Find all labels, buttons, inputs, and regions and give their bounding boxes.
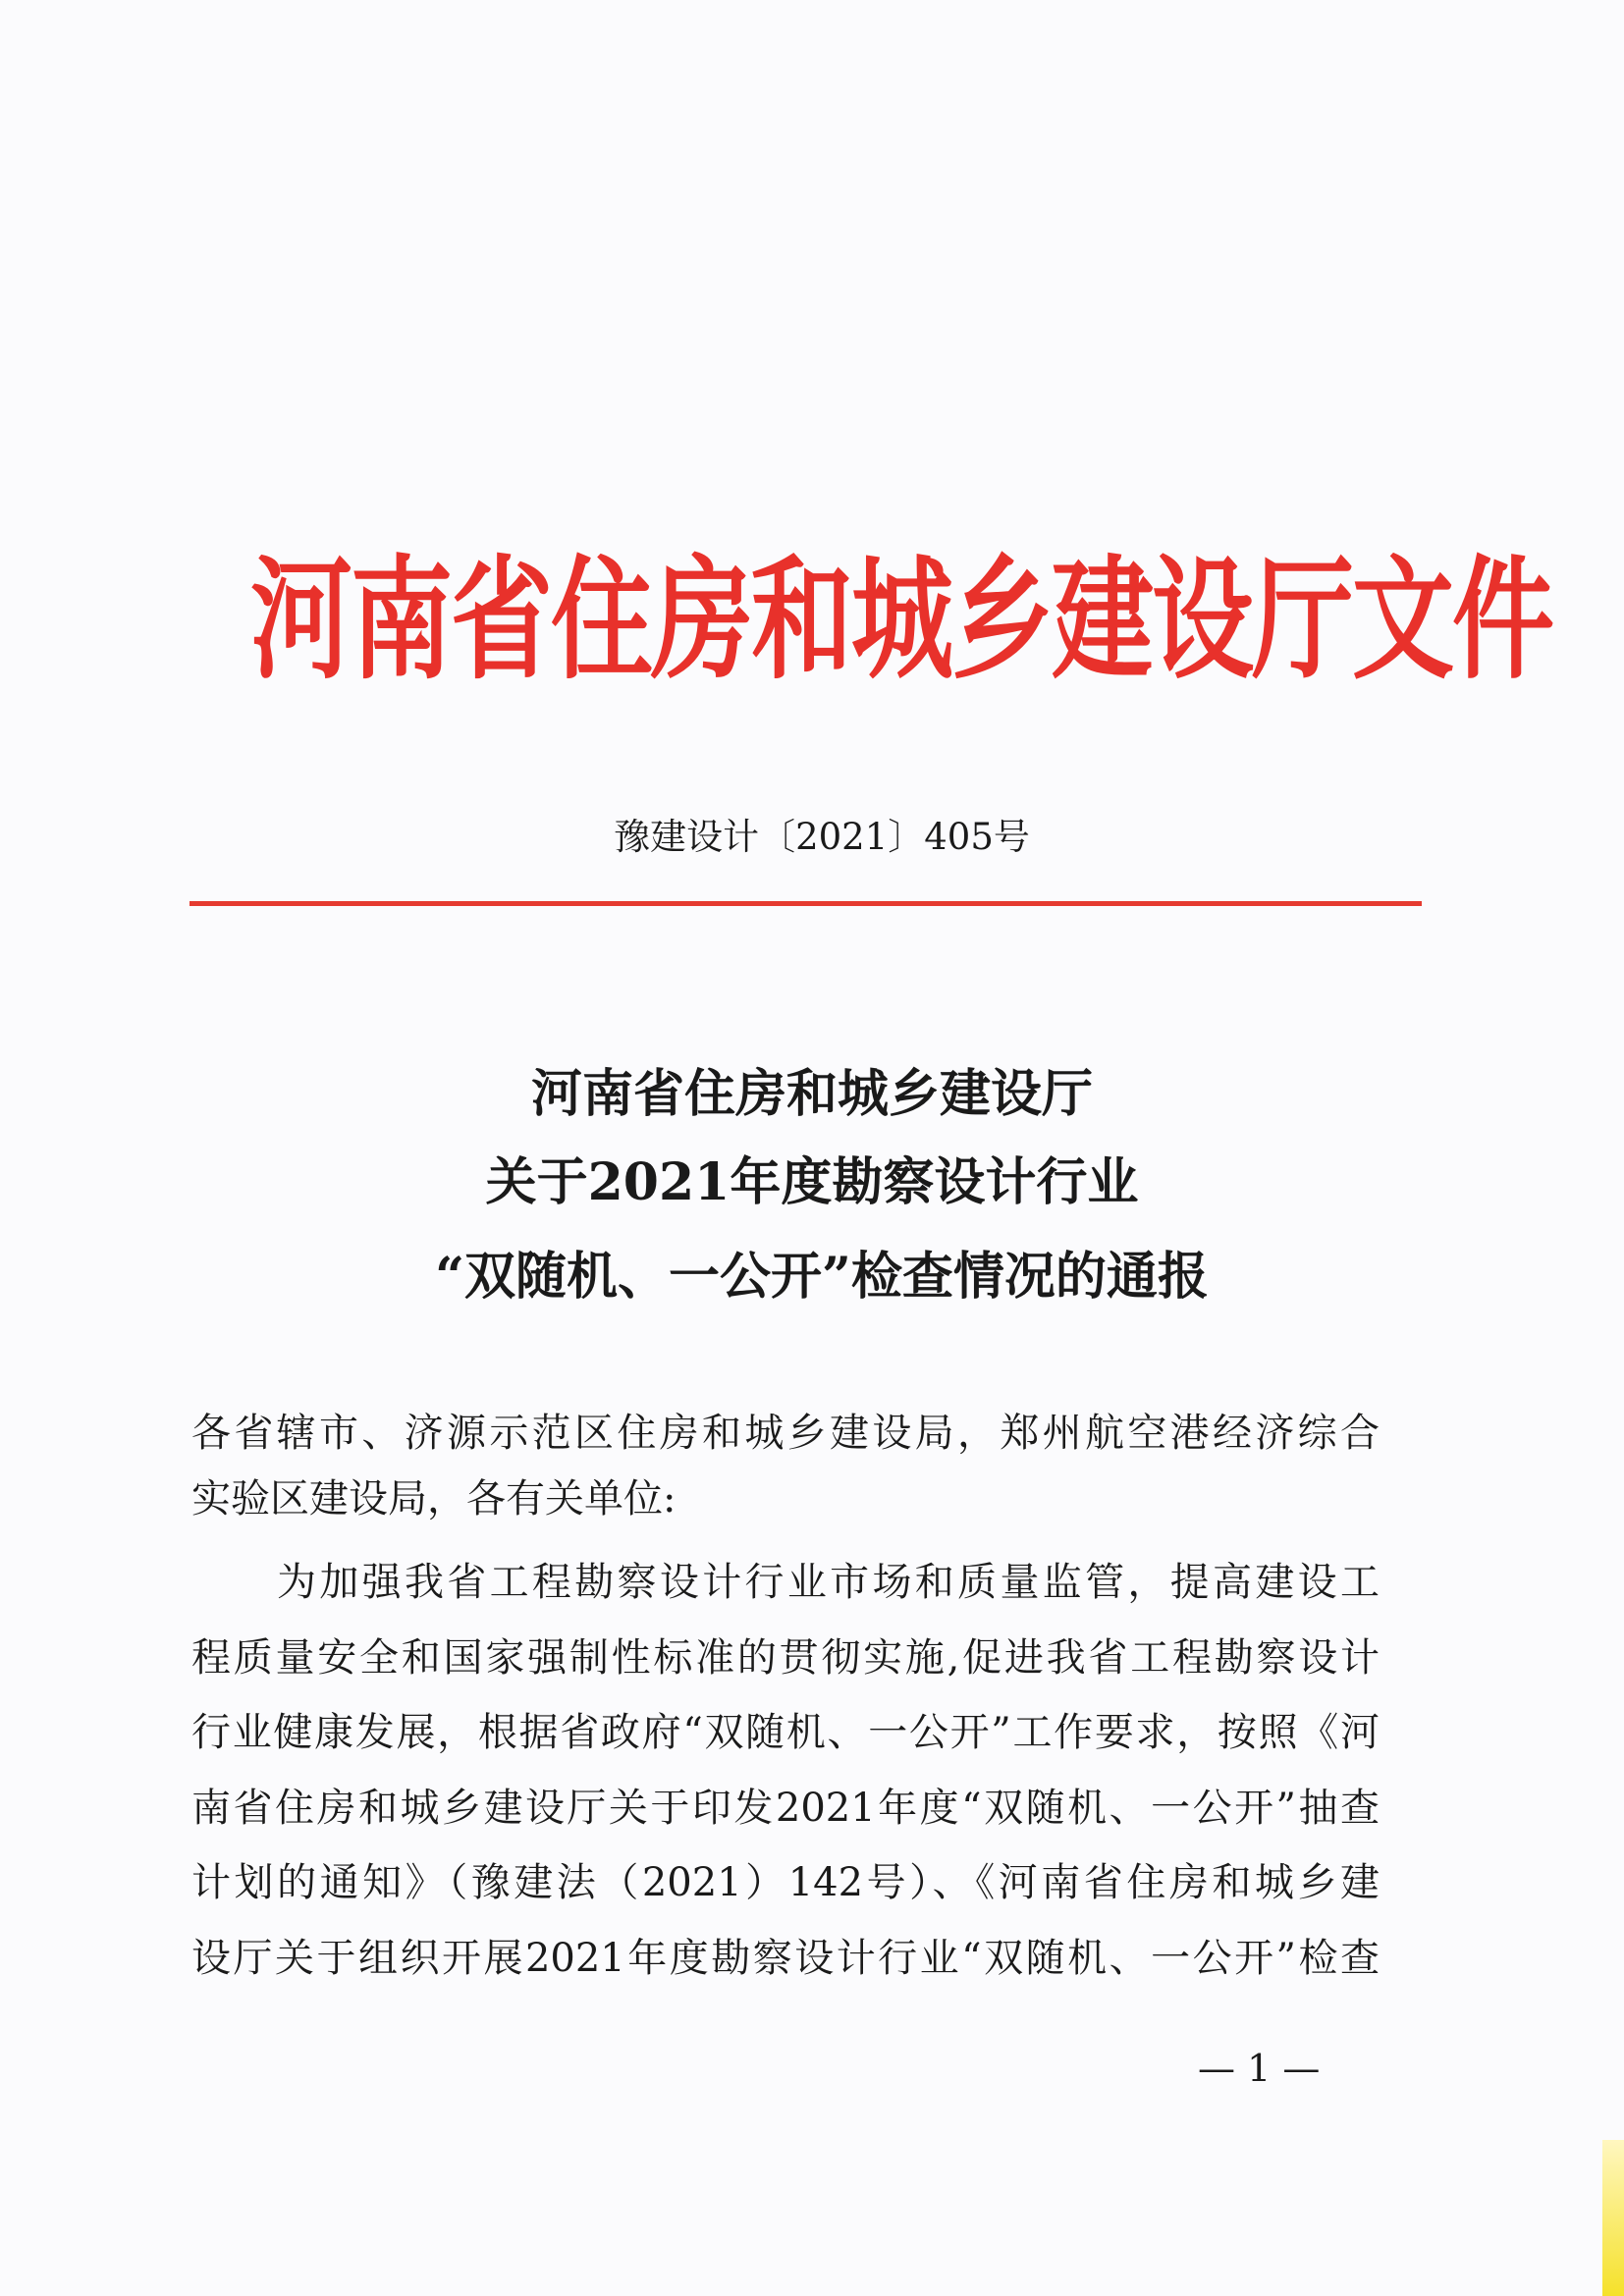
document-number: 豫建设计〔2021〕405号	[614, 816, 1030, 858]
title-line-1: 河南省住房和城乡建设厅	[530, 1064, 1093, 1124]
body-line: 行业健康发展，根据省政府“双随机、一公开”工作要求，按照《河	[191, 1710, 1380, 1755]
body-line: 南省住房和城乡建设厅关于印发2021年度“双随机、一公开”抽查	[191, 1786, 1380, 1831]
page-number: — 1 —	[1198, 2047, 1321, 2090]
scan-edge-mark	[1602, 2140, 1624, 2296]
body-line: 计划的通知》（豫建法（2021）142号）、《河南省住房和城乡建	[191, 1860, 1380, 1905]
red-divider	[189, 901, 1422, 906]
issuer-header: 河南省住房和城乡建设厅文件	[250, 542, 1553, 698]
title-line-2: 关于2021年度勘察设计行业	[485, 1152, 1139, 1212]
body-line: 程质量安全和国家强制性标准的贯彻实施,促进我省工程勘察设计	[191, 1635, 1380, 1681]
body-line: 各省辖市、济源示范区住房和城乡建设局，郑州航空港经济综合	[191, 1411, 1380, 1456]
body-line: 设厅关于组织开展2021年度勘察设计行业“双随机、一公开”检查	[191, 1936, 1380, 1981]
body-line: 实验区建设局，各有关单位:	[191, 1476, 677, 1522]
title-line-3: “双随机、一公开”检查情况的通报	[435, 1247, 1209, 1307]
body-line: 为加强我省工程勘察设计行业市场和质量监管，提高建设工	[277, 1560, 1380, 1605]
